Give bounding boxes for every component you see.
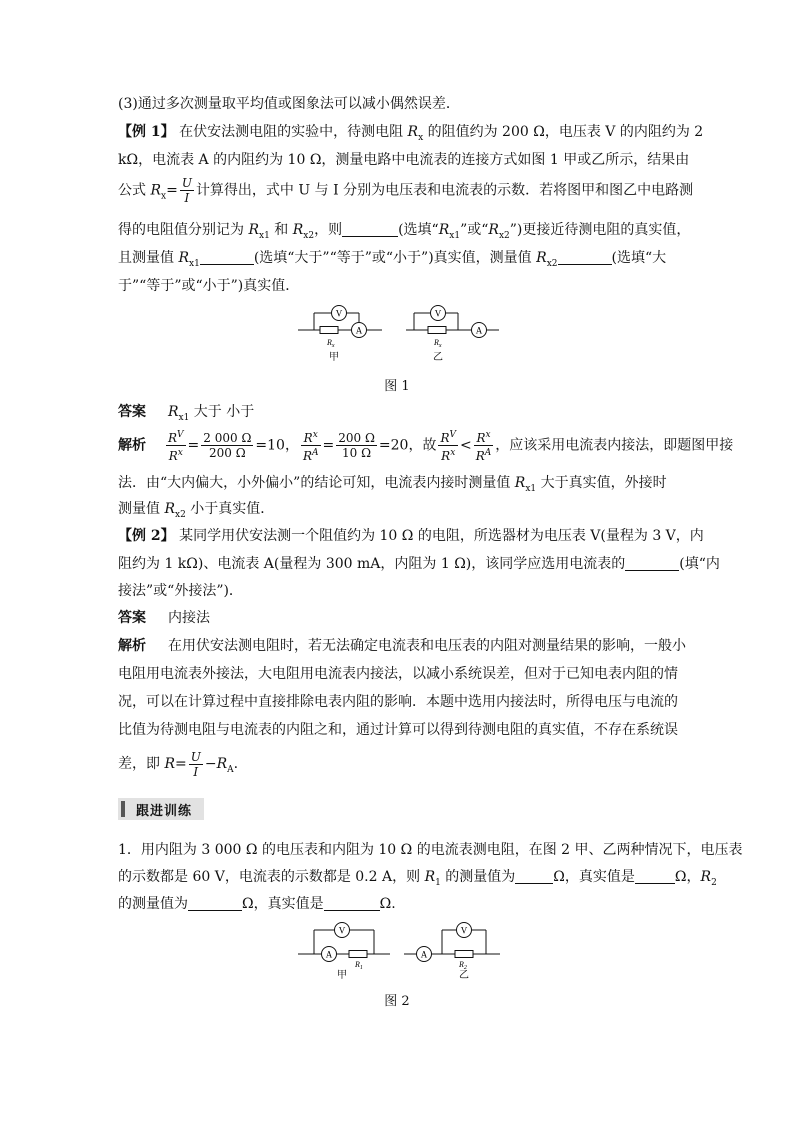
text-span: x (161, 191, 167, 202)
resistor-icon (428, 327, 446, 334)
text-span: V (177, 430, 184, 440)
text-span: 某同学用伏安法测一个阻值约为 10 Ω 的电阻，所选器材为电压表 V(量程为 3 V，内 (174, 528, 704, 544)
answer-blank[interactable] (515, 869, 553, 884)
text-span: R (441, 449, 451, 463)
text-span: 200 Ω (338, 431, 375, 445)
answer-blank[interactable] (342, 222, 398, 237)
text-span: x2 (498, 230, 510, 241)
text-span: R (327, 338, 332, 347)
example-1-line-6: 于”“等于”或“小于”)真实值． (118, 278, 300, 294)
text-span: 且测量值 (118, 250, 179, 266)
text-span: 内接法 (168, 610, 210, 626)
fraction (438, 428, 458, 463)
text-span: (选填“大于”“等于”或“小于”)真实值，测量值 (253, 250, 537, 266)
text-span: I (193, 764, 199, 779)
answer-blank[interactable] (625, 556, 679, 571)
banner-title: 跟进训练 (136, 804, 193, 819)
text-span: 10 Ω (342, 446, 372, 460)
resistor-label (326, 338, 335, 349)
text-span: A (325, 949, 333, 960)
example-2-line-3: 接法”或“外接法”)． (118, 583, 243, 599)
text-span: R (488, 222, 499, 238)
analysis-2-line-5 (118, 748, 238, 786)
analysis-2-line-1 (118, 636, 686, 656)
text-span: 差，即 (118, 756, 165, 772)
text-span: R (164, 756, 175, 772)
text-span: 1 (359, 965, 363, 971)
text-span: R (150, 182, 161, 199)
text-span: x2 (175, 509, 186, 520)
text-span: R (438, 222, 450, 238)
text-span: V (449, 430, 456, 440)
text-span: R (355, 960, 360, 969)
text-span: x1 (449, 230, 461, 241)
text-span: A (227, 764, 234, 775)
text-span: x (331, 343, 335, 349)
text-span: = (187, 437, 200, 454)
example-2-line-2 (118, 554, 720, 574)
text-span: V (338, 925, 346, 936)
resistor-label-r1 (354, 960, 363, 971)
text-span: 的阻值约为 200 Ω，电压表 V 的内阻约为 2 (423, 124, 704, 140)
text-span: 大于 小于 (189, 404, 255, 420)
text-span: Ω，真实值是 (553, 869, 635, 885)
text-span: R (514, 475, 526, 491)
text-span: A (312, 448, 319, 458)
question-1-line-2 (118, 867, 717, 893)
text-span: 大于真实值，外接时 (536, 475, 667, 491)
figure-2-label-yi: 乙 (459, 970, 469, 980)
figure-1-circuits (294, 303, 504, 365)
text-span: x (418, 132, 424, 143)
text-span: =20，故 (378, 437, 437, 454)
text-span: U (181, 176, 192, 190)
figure-1-label-jia: 甲 (329, 352, 339, 363)
answer-2-line (118, 608, 210, 628)
text-span: 公式 (118, 182, 151, 199)
text-span: I (184, 191, 190, 205)
text-span: ，应该采用电流表内接法，即题图甲接 (495, 437, 734, 454)
text-span: 200 Ω (209, 446, 246, 460)
fraction (166, 428, 186, 463)
fraction (301, 428, 321, 463)
text-span: x (485, 430, 491, 440)
text-span: R (168, 431, 178, 445)
figure-1-caption: 图 1 (384, 379, 410, 394)
fraction-u-over-i (180, 176, 194, 205)
text-span: R (434, 338, 439, 347)
example-1-line-4 (118, 220, 690, 246)
answer-blank[interactable] (558, 250, 612, 265)
text-span: R (424, 869, 436, 885)
text-span: = (166, 182, 178, 199)
text-span: =10， (255, 437, 299, 454)
text-span: 在伏安法测电阻的实验中，待测电阻 (174, 124, 408, 140)
text-span: Ω. (379, 896, 396, 912)
text-span: x (312, 430, 318, 440)
analysis-2-line-2: 电阻用电流表外接法，大电阻用电流表内接法，以减小系统误差，但对于已知电表内阻的情 (118, 666, 678, 682)
text-span: x (450, 448, 456, 458)
fraction (474, 428, 494, 463)
example-1-line-3 (118, 176, 693, 206)
fraction (201, 431, 253, 460)
text-span: Ω， (674, 869, 701, 885)
text-span: 在用伏安法测电阻时，若无法确定电流表和电压表的内阻对测量结果的影响，一般小 (168, 638, 686, 654)
answer-tag: 答案 (118, 610, 146, 626)
text-span: x1 (259, 230, 270, 241)
text-span: R (168, 404, 179, 420)
text-span: x (177, 448, 183, 458)
text-span: x1 (525, 483, 537, 494)
analysis-2-line-4: 比值为待测电阻与电流表的内阻之和，通过计算可以得到待测电阻的真实值，不存在系统误 (118, 722, 678, 738)
text-span: x1 (178, 412, 190, 423)
text-span: < (460, 437, 472, 454)
text-span: R (475, 449, 485, 463)
text-span: R (459, 960, 464, 969)
text-span: 阻约为 1 kΩ)、电流表 A(量程为 300 mA，内阻为 1 Ω)，该同学应选用电流表的 (118, 556, 626, 572)
text-span: 测量值 (118, 501, 165, 517)
text-span: R (168, 449, 178, 463)
figure-2-caption: 图 2 (384, 994, 410, 1009)
text-span: ”或“ (460, 222, 489, 238)
text-span: ”)更接近待测电阻的真实值， (509, 222, 691, 238)
text-span: A (420, 949, 428, 960)
banner-bar (121, 801, 125, 817)
text-span: A (355, 325, 363, 336)
example-2-tag: 【例 2】 (118, 528, 175, 544)
text-span: ，则 (314, 222, 343, 238)
example-2-line-1 (118, 526, 704, 546)
text-span: R (302, 449, 312, 463)
text-span: R (178, 250, 189, 266)
example-1-line-1 (118, 122, 703, 148)
answer-tag: 答案 (118, 404, 146, 420)
text-line-method-note: (3)通过多次测量取平均值或图象法可以减小偶然误差． (118, 96, 460, 112)
text-span: R (164, 501, 175, 517)
question-1-line-1: 1．用内阻为 3 000 Ω 的电压表和内阻为 10 Ω 的电流表测电阻，在图 2 甲、乙两种情况下，电压表 (118, 842, 743, 858)
question-1-line-3 (118, 894, 396, 914)
text-span: R (407, 124, 419, 140)
text-span: 2 (711, 877, 717, 888)
text-span: 的示数都是 60 V，电流表的示数都是 0.2 A，则 (118, 869, 425, 885)
text-span: = (322, 437, 335, 454)
text-span: R (476, 431, 486, 445)
example-1-tag: 【例 1】 (118, 124, 175, 140)
text-span: (填“内 (679, 556, 720, 572)
resistor-label (433, 338, 442, 349)
text-span: R (700, 869, 712, 885)
text-span: R (248, 222, 259, 238)
text-span: R (292, 222, 304, 238)
text-span: x1 (189, 258, 200, 269)
text-span: 1 (435, 877, 441, 888)
resistor-icon (455, 951, 473, 958)
figure-2-label-jia: 甲 (337, 970, 347, 980)
analysis-tag: 解析 (118, 638, 146, 654)
figure-1-label-yi: 乙 (433, 352, 443, 363)
resistor-icon (320, 327, 338, 334)
text-span: − (204, 756, 217, 772)
fraction (336, 431, 377, 460)
text-span: Ω，真实值是 (242, 896, 324, 912)
text-span: 的测量值为 (118, 896, 188, 912)
text-span: = (175, 756, 187, 772)
text-span: A (475, 325, 483, 336)
text-span: . (233, 756, 239, 772)
text-span: 得的电阻值分别记为 (118, 222, 249, 238)
text-span: 2 (463, 965, 467, 971)
text-span: 2 000 Ω (203, 431, 252, 445)
text-span: R (216, 756, 228, 772)
text-span: (选填“ (398, 222, 439, 238)
text-span: 和 (269, 222, 293, 238)
text-span: V (335, 308, 343, 319)
example-1-line-2: kΩ，电流表 A 的内阻约为 10 Ω，测量电路中电流表的连接方式如图 1 甲或乙所示，结果由 (118, 152, 690, 168)
text-span: (选填“大 (611, 250, 667, 266)
text-span: R (440, 431, 450, 445)
fraction (189, 750, 203, 779)
text-span: 的测量值为 (440, 869, 516, 885)
text-span: 法．由“大内偏大，小外偏小”的结论可知，电流表内接时测量值 (118, 475, 515, 491)
answer-blank[interactable] (200, 250, 254, 265)
answer-1-line (118, 402, 254, 428)
resistor-icon (349, 951, 367, 958)
answer-blank[interactable] (188, 896, 242, 911)
text-span: 计算得出，式中 U 与 I 分别为电压表和电流表的示数．若将图甲和图乙中电路测 (195, 182, 694, 199)
text-span: 小于真实值． (185, 501, 275, 517)
example-1-line-5 (118, 248, 666, 274)
analysis-tag: 解析 (118, 437, 146, 454)
section-banner (118, 798, 204, 820)
text-span: R (536, 250, 547, 266)
text-span: R (303, 431, 313, 445)
analysis-1-line-1 (118, 428, 733, 463)
text-span: A (484, 448, 492, 458)
text-span: x2 (303, 230, 315, 241)
text-span: x (438, 343, 442, 349)
figure-2-circuits (294, 918, 504, 980)
analysis-1-line-3 (118, 499, 274, 525)
text-span: x2 (546, 258, 558, 269)
text-span: U (190, 749, 201, 764)
text-span: V (460, 925, 468, 936)
answer-blank[interactable] (324, 896, 380, 911)
text-span: V (434, 308, 442, 319)
analysis-2-line-3: 况，可以在计算过程中直接排除电表内阻的影响．本题中选用内接法时，所得电压与电流的 (118, 694, 678, 710)
analysis-1-line-2 (118, 473, 667, 499)
answer-blank[interactable] (635, 869, 675, 884)
